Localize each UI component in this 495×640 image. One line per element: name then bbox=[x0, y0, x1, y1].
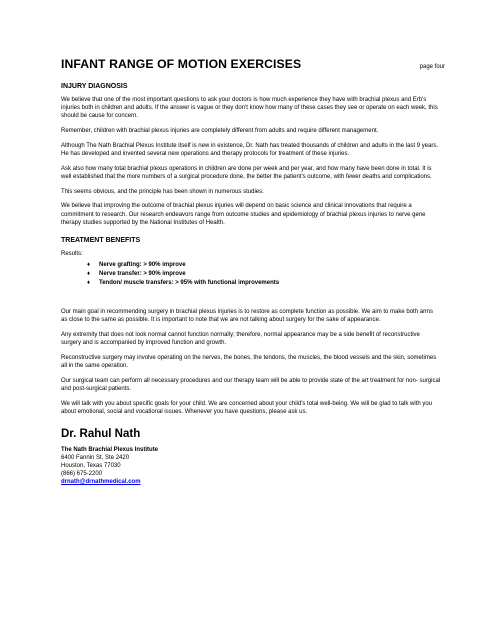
contact-block bbox=[61, 446, 441, 486]
results-label: Results: bbox=[61, 250, 83, 257]
injury-diagnosis-heading: INJURY DIAGNOSIS bbox=[61, 83, 128, 90]
document-title: INFANT RANGE OF MOTION EXERCISES bbox=[61, 57, 302, 71]
injury-paragraph-5: This seems obvious, and the principle has been shown in numerous studies. bbox=[61, 188, 264, 195]
institute-name: The Nath Brachial Plexus Institute bbox=[61, 447, 159, 454]
treatment-paragraph-2: Any extremity that does not look normal cannot function normally; therefore, normal appearance may be a side benefit of reconstructive surgery and is accompanied by improved function and growth. bbox=[61, 332, 420, 347]
list-item bbox=[87, 270, 441, 279]
treatment-paragraph-5: We will talk with you about specific goals for your child. We are concerned about your child's total well-being. We will be glad to talk with you about emotional, social and vocational issues. Whenever you have questions, please ask us. bbox=[61, 400, 432, 415]
phone-number: (866) 675-2200 bbox=[61, 471, 103, 478]
diamond-bullet-icon: ♦ bbox=[87, 262, 91, 269]
injury-paragraph-4: Ask also how many total brachial plexus operations in children are done per week and per year, and how many have been done in total. It is well established that the more numbers of a surgical procedure done, the better the patient's outcome, with fewer deaths and complications. bbox=[61, 165, 432, 180]
email-link[interactable]: drnath@drnathmedical.com bbox=[61, 479, 141, 486]
treatment-paragraph-4: Our surgical team can perform all necessary procedures and our therapy team will be able to provide state of the art treatment for non- surgical and post-surgical patients. bbox=[61, 377, 441, 393]
address-line-2: Houston, Texas 77030 bbox=[61, 463, 121, 470]
result-nerve-transfer: Nerve transfer: > 90% improve bbox=[99, 271, 186, 278]
injury-paragraph-3: Although The Nath Brachial Plexus Institute itself is new in existence, Dr. Nath has treated thousands of children and adults in the last 9 years. He has developed and invented several new operations and therapy protocols for treatment of these injuries. bbox=[61, 142, 439, 158]
title-row bbox=[61, 57, 445, 71]
list-item bbox=[87, 279, 441, 288]
diamond-bullet-icon: ♦ bbox=[87, 271, 91, 278]
treatment-paragraph-3: Reconstructive surgery may involve operating on the nerves, the bones, the tendons, the muscles, the blood vessels and the skin, sometimes all in the same operation. bbox=[61, 354, 437, 370]
address-line-1: 6400 Fannin St, Ste 2420 bbox=[61, 455, 130, 462]
injury-paragraph-2: Remember, children with brachial plexus injuries are completely different from adults and require different management. bbox=[61, 128, 379, 135]
results-list bbox=[61, 261, 441, 288]
injury-paragraph-6: We believe that improving the outcome of brachial plexus injuries will depend on basic science and clinical innovations that require a commitment to research. Our research endeavors range from outcome studies and epidemiology of brachial plexus injuries to nerve gene therapy studies supported by the National Institutes of Health. bbox=[61, 203, 426, 226]
treatment-paragraph-1: Our main goal in recommending surgery in brachial plexus injuries is to restore as complete function as possible. We aim to make both arms as close to the same as possible. It is important to note that we are not talking about surgery for the sake of appearance. bbox=[61, 309, 434, 324]
treatment-benefits-heading: TREATMENT BENEFITS bbox=[61, 236, 141, 244]
page-content bbox=[61, 57, 445, 486]
author-name: Dr. Rahul Nath bbox=[61, 428, 141, 441]
result-nerve-grafting: Nerve grafting: > 90% improve bbox=[99, 262, 186, 269]
diamond-bullet-icon: ♦ bbox=[87, 280, 91, 287]
result-tendon-muscle-transfers: Tendon/ muscle transfers: > 95% with functional improvements bbox=[99, 280, 280, 287]
list-item bbox=[87, 261, 441, 270]
injury-paragraph-1: We believe that one of the most important questions to ask your doctors is how much experience they have with brachial plexus and Erb's injuries both in children and adults. If the answer is vague or they don't know how many of these cases they see or operate on each week, this should be cause for concern. bbox=[61, 97, 438, 120]
page-number-label: page four bbox=[419, 64, 445, 70]
